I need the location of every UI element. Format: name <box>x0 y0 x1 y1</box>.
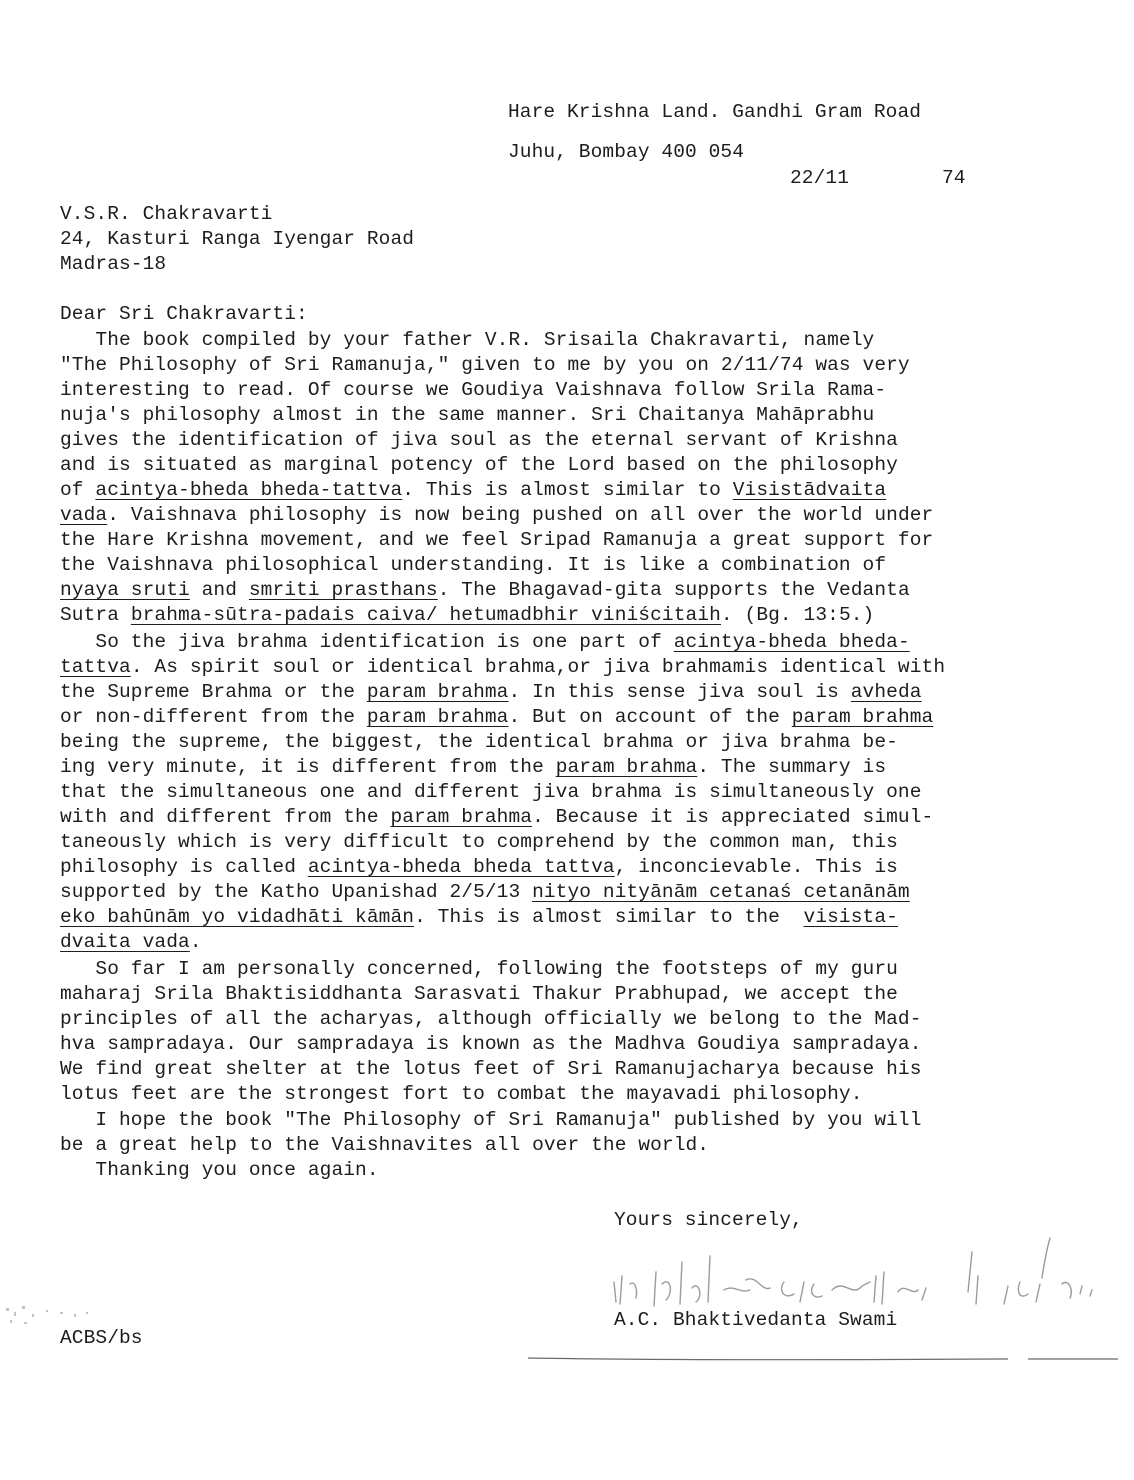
sender-address-line-1: Hare Krishna Land. Gandhi Gram Road <box>508 101 922 123</box>
body-line <box>60 603 1010 628</box>
sanskrit-term: acintya-bheda bheda-tattva <box>95 479 403 501</box>
body-line <box>60 880 1010 905</box>
text-run: with and different from the <box>60 806 391 828</box>
body-line: Thanking you once again. <box>60 1159 379 1181</box>
body-line <box>60 478 1010 503</box>
body-line <box>60 755 1010 780</box>
sanskrit-term: smriti prasthans <box>248 579 438 601</box>
body-line <box>60 655 1010 680</box>
body-line: hva sampradaya. Our sampradaya is known as the Madhva Goudiya sampradaya. <box>60 1033 922 1055</box>
text-run: ing very minute, it is different from the <box>60 756 556 778</box>
body-line: be a great help to the Vaishnavites all over the world. <box>60 1134 710 1156</box>
body-line <box>60 705 1010 730</box>
body-line: The book compiled by your father V.R. Srisaila Chakravarti, namely <box>60 329 875 351</box>
body-line: principles of all the acharyas, although officially we belong to the Mad- <box>60 1008 922 1030</box>
text-run: , inconcievable. This is <box>614 856 898 878</box>
body-line <box>60 503 1010 528</box>
text-run: . This is almost similar to <box>402 479 733 501</box>
body-line: gives the identification of jiva soul as the eternal servant of Krishna <box>60 429 898 451</box>
body-line <box>60 680 1010 705</box>
sender-address-line-2: Juhu, Bombay 400 054 <box>508 141 745 163</box>
closing: Yours sincerely, <box>614 1209 803 1231</box>
salutation: Dear Sri Chakravarti: <box>60 303 308 325</box>
sanskrit-verse: brahma-sūtra-padais caiva/ hetumadbhir viniścitaih <box>130 604 721 626</box>
text-run: . This is almost similar to the <box>414 906 804 928</box>
body-line <box>60 930 1010 955</box>
body-line: being the supreme, the biggest, the identical brahma or jiva brahma be- <box>60 731 898 753</box>
text-run: . As spirit soul or identical brahma,or jiva brahmamis identical with <box>130 656 946 678</box>
sanskrit-term: avheda <box>850 681 922 703</box>
typist-initials: ACBS/bs <box>60 1327 143 1349</box>
text-run: of <box>60 479 96 501</box>
text-run: So the jiva brahma identification is one part of <box>60 631 674 653</box>
body-line <box>60 855 1010 880</box>
body-line: the Hare Krishna movement, and we feel Sripad Ramanuja a great support for <box>60 529 934 551</box>
letter-date: 22/11 <box>790 167 850 189</box>
sanskrit-term: param brahma <box>555 756 698 778</box>
text-run: or non-different from the <box>60 706 367 728</box>
body-line: lotus feet are the strongest fort to combat the mayavadi philosophy. <box>60 1083 863 1105</box>
body-line: that the simultaneous one and different jiva brahma is simultaneously one <box>60 781 922 803</box>
sanskrit-term: vada <box>60 504 108 526</box>
sanskrit-term: nyaya sruti <box>60 579 190 601</box>
handwritten-signature <box>600 1232 1120 1312</box>
sanskrit-term: acintya-bheda bheda tattva <box>307 856 615 878</box>
text-run: and <box>189 579 249 601</box>
body-line <box>60 905 1010 930</box>
body-line: maharaj Srila Bhaktisiddhanta Sarasvati Thakur Prabhupad, we accept the <box>60 983 898 1005</box>
text-run: supported by the Katho Upanishad 2/5/13 <box>60 881 533 903</box>
sanskrit-term: Visistādvaita <box>732 479 887 501</box>
body-line: "The Philosophy of Sri Ramanuja," given to me by you on 2/11/74 was very <box>60 354 910 376</box>
recipient-city: Madras-18 <box>60 253 167 275</box>
sanskrit-term: param brahma <box>791 706 934 728</box>
text-run: . <box>189 931 202 953</box>
body-line <box>60 805 1010 830</box>
body-line <box>60 630 1010 655</box>
text-run: . Because it is appreciated simul- <box>532 806 934 828</box>
sanskrit-term: acintya-bheda bheda- <box>673 631 910 653</box>
sanskrit-term: param brahma <box>366 681 509 703</box>
text-run: . The summary is <box>697 756 887 778</box>
signature-rule <box>528 1356 1118 1362</box>
sanskrit-term: visista- <box>803 906 898 928</box>
sanskrit-term: tattva <box>60 656 131 678</box>
text-run: philosophy is called <box>60 856 308 878</box>
body-line: I hope the book "The Philosophy of Sri Ramanuja" published by you will <box>60 1109 922 1131</box>
body-line: the Vaishnava philosophical understanding. It is like a combination of <box>60 554 887 576</box>
recipient-name: V.S.R. Chakravarti <box>60 203 273 225</box>
sanskrit-verse: eko bahūnām yo vidadhāti kāmān <box>60 906 415 928</box>
sanskrit-term: param brahma <box>390 806 533 828</box>
body-line: and is situated as marginal potency of the Lord based on the philosophy <box>60 454 898 476</box>
body-line <box>60 578 1010 603</box>
signer-name: A.C. Bhaktivedanta Swami <box>614 1309 898 1331</box>
letter-year: 74 <box>942 167 966 189</box>
sanskrit-term: dvaita vada <box>60 931 190 953</box>
body-line: taneously which is very difficult to comprehend by the common man, this <box>60 831 898 853</box>
body-line: nuja's philosophy almost in the same manner. Sri Chaitanya Mahāprabhu <box>60 404 875 426</box>
text-run: Sutra <box>60 604 131 626</box>
text-run: . Vaishnava philosophy is now being pushed on all over the world under <box>107 504 934 526</box>
text-run: the Supreme Brahma or the <box>60 681 367 703</box>
text-run: . (Bg. 13:5.) <box>720 604 875 626</box>
sanskrit-term: param brahma <box>366 706 509 728</box>
text-run: . The Bhagavad-gita supports the Vedanta <box>437 579 910 601</box>
recipient-street: 24, Kasturi Ranga Iyengar Road <box>60 228 415 250</box>
body-line: So far I am personally concerned, following the footsteps of my guru <box>60 958 898 980</box>
body-line: interesting to read. Of course we Goudiya Vaishnava follow Srila Rama- <box>60 379 887 401</box>
text-run: . In this sense jiva soul is <box>508 681 851 703</box>
text-run: . But on account of the <box>508 706 792 728</box>
body-line: We find great shelter at the lotus feet of Sri Ramanujacharya because his <box>60 1058 922 1080</box>
sanskrit-verse: nityo nityānām cetanaś cetanānām <box>532 881 910 903</box>
